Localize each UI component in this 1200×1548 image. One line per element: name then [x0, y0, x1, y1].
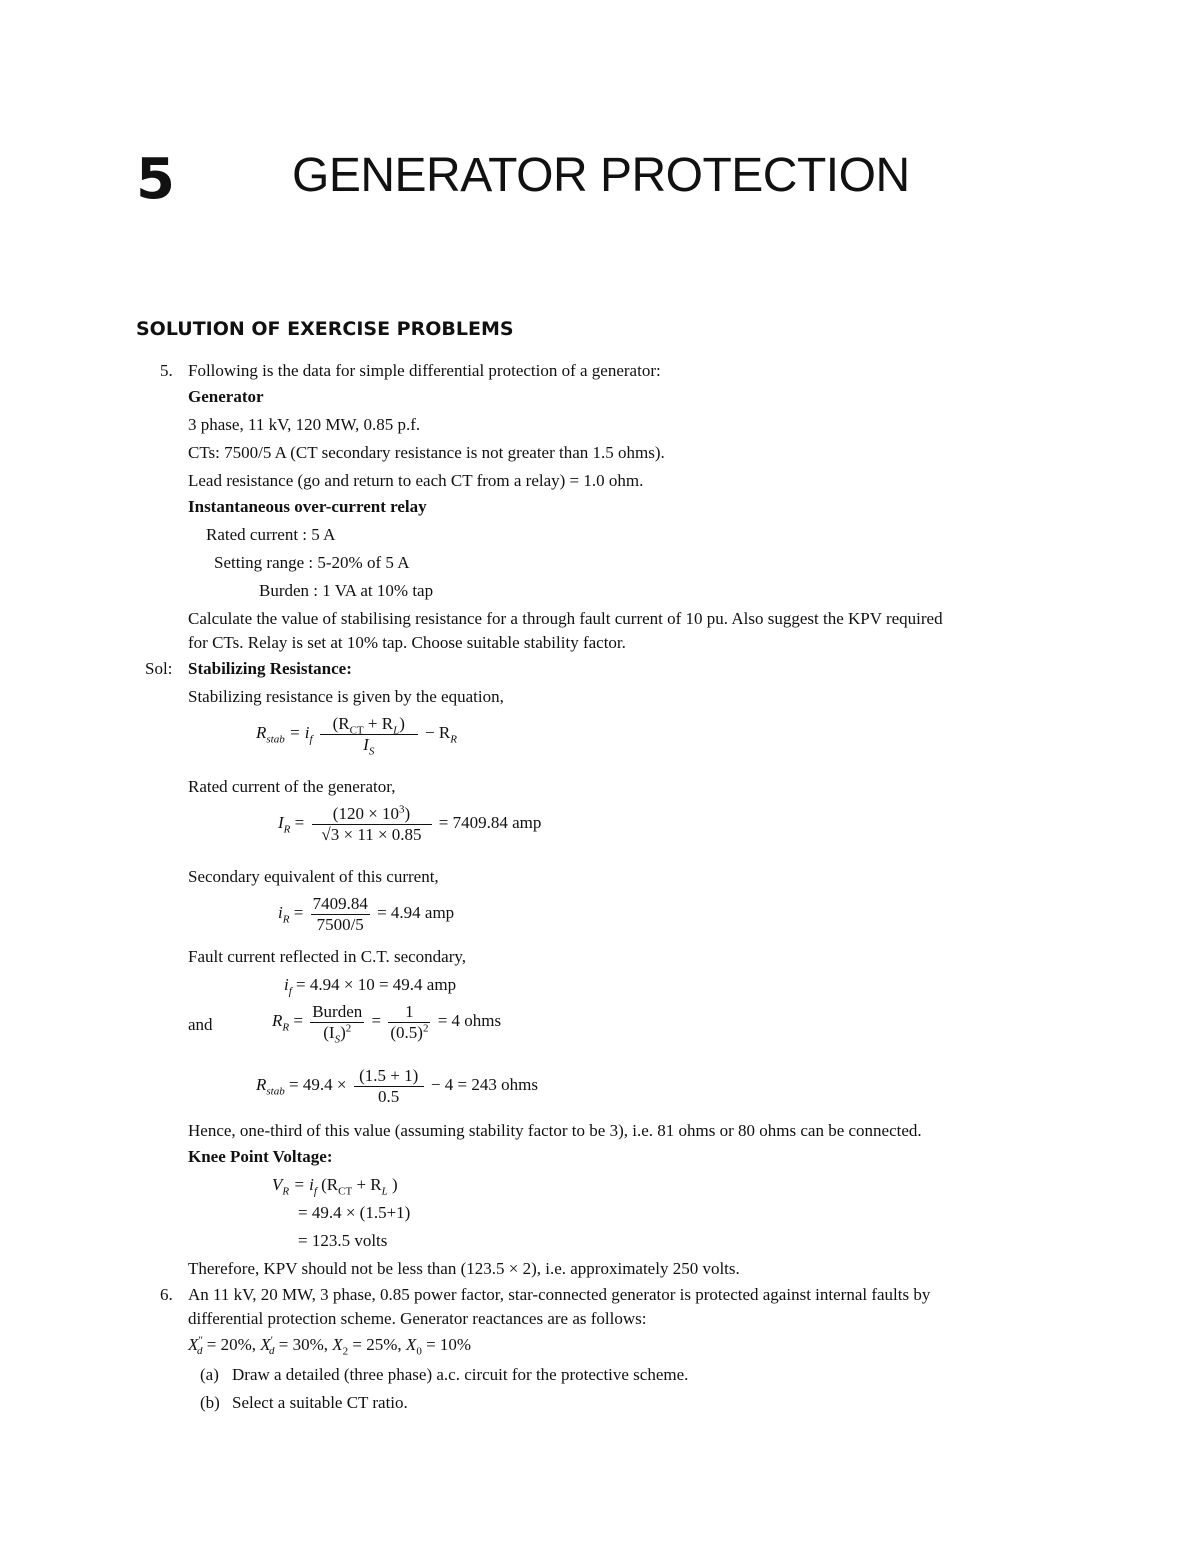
- stabilizing-resistance-heading: Stabilizing Resistance:: [188, 659, 352, 678]
- chapter-title: GENERATOR PROTECTION: [292, 149, 910, 202]
- problem-6-a-text: Draw a detailed (three phase) a.c. circuit for the protective scheme.: [232, 1365, 689, 1384]
- therefore-text: Therefore, KPV should not be less than (123.5 × 2), i.e. approximately 250 volts.: [188, 1259, 740, 1278]
- relay-rated-current: Rated current : 5 A: [206, 525, 336, 544]
- secondary-equivalent-intro: Secondary equivalent of this current,: [188, 867, 439, 886]
- lead-resistance: Lead resistance (go and return to each CT from a relay) = 1.0 ohm.: [188, 471, 644, 490]
- problem-5-number: 5.: [160, 361, 173, 380]
- equation-relay-resistance: $R_R$ = $\frac{\text{Burden}}{(I_S)^2}$ = $\frac{1}{(0.5)^2}$ = 4 ohms: [272, 1002, 502, 1045]
- equation-knee-point: $V_R = i_f$ ($R_{CT} + R_L$ ): [272, 1175, 398, 1198]
- problem-6-number: 6.: [160, 1285, 173, 1304]
- relay-setting-range: Setting range : 5-20% of 5 A: [214, 553, 410, 572]
- equation-rated-current: $I_R$ = $\frac{(120 \times 10^3)}{√3 \times 11 \times 0.85}$ = 7409.84 amp: [278, 803, 542, 844]
- and-label: and: [188, 1015, 213, 1034]
- problem-6-line1: An 11 kV, 20 MW, 3 phase, 0.85 power factor, star-connected generator is protected against internal faults by: [188, 1285, 931, 1304]
- section-heading: SOLUTION OF EXERCISE PROBLEMS: [136, 318, 514, 340]
- problem-5-task-line1: Calculate the value of stabilising resistance for a through fault current of 10 pu. Also suggest the KPV required: [188, 609, 943, 628]
- generator-data: 3 phase, 11 kV, 120 MW, 0.85 p.f.: [188, 415, 421, 434]
- problem-6-b-text: Select a suitable CT ratio.: [232, 1393, 408, 1412]
- fault-current-intro: Fault current reflected in C.T. secondary,: [188, 947, 467, 966]
- stabilizing-intro: Stabilizing resistance is given by the equation,: [188, 687, 504, 706]
- equation-secondary-current: $i_R$ = $\frac{7409.84}{7500/5}$ = 4.94 amp: [278, 894, 455, 934]
- reactance-list: $X''_d = 20\%$, $X'_d = 30\%$, $X_2 = 25\%$, $X_0 = 10\%$: [188, 1334, 472, 1358]
- relay-heading: Instantaneous over-current relay: [188, 497, 427, 516]
- problem-6-b-label: (b): [200, 1393, 220, 1412]
- equation-knee-point-step3: = 123.5 volts: [298, 1231, 388, 1250]
- problem-5-task-line2: for CTs. Relay is set at 10% tap. Choose suitable stability factor.: [188, 633, 626, 652]
- equation-fault-current: $i_f = 4.94 \times 10 = 49.4$ amp: [284, 975, 457, 998]
- generator-heading: Generator: [188, 387, 264, 406]
- solution-label: Sol:: [145, 659, 173, 678]
- rated-current-intro: Rated current of the generator,: [188, 777, 396, 796]
- relay-burden: Burden : 1 VA at 10% tap: [259, 581, 434, 600]
- hence-text: Hence, one-third of this value (assuming stability factor to be 3), i.e. 81 ohms or 80 ohms can be connected.: [188, 1121, 922, 1140]
- ct-data: CTs: 7500/5 A (CT secondary resistance is not greater than 1.5 ohms).: [188, 443, 665, 462]
- problem-6-line2: differential protection scheme. Generator reactances are as follows:: [188, 1309, 647, 1328]
- chapter-number: 5: [136, 147, 175, 212]
- problem-6-a-label: (a): [200, 1365, 219, 1384]
- knee-point-heading: Knee Point Voltage:: [188, 1147, 333, 1166]
- equation-stabilizing-resistance: $R_{stab} = i_f$ $\frac{(R_{CT} + R_L)}{I_S}$ − $R_R$: [256, 714, 457, 757]
- equation-knee-point-step2: = 49.4 × (1.5+1): [298, 1203, 411, 1222]
- equation-stab-resistance-value: $R_{stab} = 49.4$ × $\frac{(1.5 + 1)}{0.5}$ − 4 = 243 ohms: [256, 1066, 538, 1106]
- problem-5-intro: Following is the data for simple differential protection of a generator:: [188, 361, 661, 380]
